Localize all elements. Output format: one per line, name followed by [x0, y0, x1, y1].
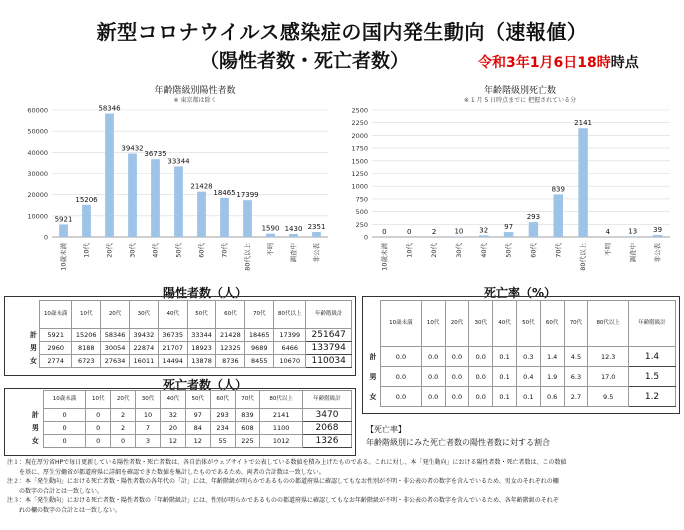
positive-table-total-cell: 110034: [306, 355, 352, 368]
death-table-cell: 84: [185, 422, 210, 435]
positive-ytick-label: 0: [43, 233, 48, 242]
footnote-line: 注１：現在厚労省HPで毎日更新している陽性者数・死亡者数は、各自治体がウェブサイトで公表している数値を積み上げたものである。これに対し、本「発生動向」における陽性者数・死亡者数は、この数値: [7, 459, 567, 466]
mortality-table-cell: 0.1: [516, 387, 540, 407]
death-table-cell: 839: [235, 409, 260, 422]
death-table-header-cell: 70代: [235, 391, 260, 409]
positive-ytick-label: 50000: [27, 127, 48, 136]
positive-category-label: 60代: [197, 243, 206, 258]
death-category-label: 非公表: [653, 243, 662, 263]
death-bar: [504, 232, 513, 237]
positive-data-label: 39432: [121, 144, 144, 153]
death-bar: [578, 128, 587, 237]
mortality-table-title: 死亡率（%）: [483, 286, 557, 300]
death-table-cell: 10: [136, 409, 161, 422]
death-table-corner: [28, 391, 43, 409]
positive-ytick-label: 30000: [27, 170, 48, 178]
positive-category-label: 80代以上: [243, 243, 252, 271]
mortality-table-cell: 0.0: [445, 347, 469, 367]
mortality-table-cell: 0.1: [493, 367, 517, 387]
death-table-header-cell: 60代: [210, 391, 235, 409]
death-table-cell: 608: [235, 422, 260, 435]
death-table-cell: 2141: [260, 409, 303, 422]
death-ytick-label: 0: [363, 233, 368, 242]
positive-table-cell: 36735: [158, 329, 187, 342]
mortality-table-header-cell: 70代: [564, 301, 588, 347]
positive-table-row-label: 計: [30, 331, 38, 339]
mortality-table-header-cell: 30代: [469, 301, 493, 347]
death-data-label: 97: [504, 223, 514, 232]
death-ytick-label: 2000: [351, 131, 368, 140]
positive-table-header-cell: 10代: [72, 301, 101, 329]
positive-table-cell: 9689: [245, 342, 274, 355]
mortality-table-corner: [366, 301, 381, 347]
death-data-label: 839: [551, 185, 565, 194]
mortality-table-header-cell: 10代: [421, 301, 445, 347]
death-bar: [529, 222, 538, 237]
death-table-cell: 0: [86, 422, 111, 435]
death-category-label: 80代以上: [579, 243, 588, 271]
positive-table-cell: 18465: [245, 329, 274, 342]
positive-table-cell: 58346: [101, 329, 130, 342]
death-table: [28, 390, 352, 448]
positive-table-cell: 6723: [72, 355, 101, 368]
positive-data-label: 33344: [167, 157, 190, 166]
mortality-table-cell: 1.4: [540, 347, 564, 367]
mortality-table-cell: 0.0: [421, 387, 445, 407]
death-table-cell: 0: [86, 435, 111, 448]
death-category-label: 60代: [529, 243, 538, 258]
mortality-table-cell: 0.0: [469, 367, 493, 387]
death-data-label: 293: [526, 213, 541, 222]
positive-table-cell: 2960: [40, 342, 72, 355]
death-table-total-cell: 1326: [302, 435, 351, 448]
mortality-table-cell: 0.1: [493, 387, 517, 407]
positive-table-cell: 8188: [72, 342, 101, 355]
positive-table-cell: 30054: [101, 342, 130, 355]
footnote-line: れの欄の数字の合計とは一致しない。: [7, 506, 122, 514]
positive-data-label: 5921: [54, 215, 73, 224]
death-table-header-cell: 10代: [86, 391, 111, 409]
positive-table-cell: 18923: [187, 342, 216, 355]
death-ytick-label: 1000: [351, 182, 368, 191]
positive-category-label: 30代: [128, 243, 137, 258]
mortality-table-total-cell: 1.2: [629, 387, 676, 407]
mortality-table-cell: 0.0: [445, 387, 469, 407]
positive-chart-note: ※ 東京都は除く: [173, 97, 217, 104]
mortality-table-cell: 9.5: [588, 387, 629, 407]
mortality-table-cell: 0.0: [381, 387, 422, 407]
mortality-table-row-label: 女: [369, 392, 377, 401]
mortality-table-row: [366, 387, 676, 407]
positive-data-label: 1430: [284, 224, 303, 233]
death-data-label: 0: [407, 228, 412, 236]
mortality-table-header-cell: 50代: [516, 301, 540, 347]
positive-data-label: 1590: [261, 224, 280, 233]
mortality-table-cell: 0.0: [445, 367, 469, 387]
death-table-row: [28, 435, 352, 448]
death-table-header-cell: 30代: [136, 391, 161, 409]
footnote-line: の数字の合計とは一致しない。: [7, 487, 104, 495]
date-suffix: 時点: [610, 55, 639, 71]
mortality-table-cell: 4.5: [564, 347, 588, 367]
death-table-cell: 0: [111, 435, 136, 448]
positive-category-label: 70代: [220, 243, 229, 258]
death-table-cell: 2: [111, 409, 136, 422]
positive-table-corner: [28, 301, 40, 329]
death-table-row: [28, 422, 352, 435]
positive-table-total-cell: 133794: [306, 342, 352, 355]
death-table-header-cell: 10歳未満: [43, 391, 86, 409]
positive-table-cell: 27634: [101, 355, 130, 368]
positive-table-header-cell: 70代: [245, 301, 274, 329]
death-table-header-cell: 80代以上: [260, 391, 303, 409]
positive-table-cell: 8736: [216, 355, 245, 368]
mortality-note-desc: 年齢階級別にみた死亡者数の陽性者数に対する割合: [366, 438, 550, 447]
positive-data-label: 15206: [75, 195, 98, 204]
death-table-row: [28, 409, 352, 422]
positive-category-label: 50代: [174, 243, 183, 258]
death-ytick-label: 500: [355, 208, 368, 217]
death-bar: [454, 236, 463, 237]
positive-data-label: 21428: [190, 182, 213, 191]
death-table-header-cell: 20代: [111, 391, 136, 409]
positive-table-row: [28, 329, 352, 342]
death-table-title: 死亡者数（人）: [162, 378, 247, 392]
positive-table-header-cell: 10歳未満: [40, 301, 72, 329]
positive-data-label: 17399: [236, 191, 259, 200]
death-table-header-cell: 年齢階級計: [302, 391, 351, 409]
death-table-row-label: 女: [31, 437, 39, 445]
mortality-table-cell: 17.0: [588, 367, 629, 387]
mortality-table-cell: 0.1: [493, 347, 517, 367]
positive-table-title: 陽性者数（人）: [162, 286, 247, 300]
positive-ytick-label: 40000: [27, 148, 48, 157]
death-chart-note: ※ 1 月 5 日時点までに 把握されている分: [463, 97, 577, 104]
death-ytick-label: 750: [355, 195, 368, 204]
positive-table-cell: 5921: [40, 329, 72, 342]
positive-data-label: 18465: [213, 188, 236, 197]
positive-table-cell: 21707: [158, 342, 187, 355]
death-data-label: 2141: [574, 119, 592, 128]
positive-table-header-cell: 80代以上: [274, 301, 306, 329]
positive-table-cell: 39432: [129, 329, 158, 342]
death-table-cell: 55: [210, 435, 235, 448]
death-category-label: 30代: [454, 243, 463, 258]
positive-table-cell: 6466: [274, 342, 306, 355]
mortality-table-cell: 0.6: [540, 387, 564, 407]
mortality-table-cell: 0.3: [516, 347, 540, 367]
mortality-table-header-cell: 10歳未満: [381, 301, 422, 347]
mortality-table-cell: 1.9: [540, 367, 564, 387]
death-table-cell: 0: [43, 409, 86, 422]
positive-table-cell: 17399: [274, 329, 306, 342]
positive-table-cell: 22874: [129, 342, 158, 355]
death-bar: [628, 236, 637, 237]
positive-table-cell: 14494: [158, 355, 187, 368]
death-table-cell: 2: [111, 422, 136, 435]
death-ytick-label: 250: [355, 220, 368, 229]
positive-table-header-cell: 年齢階級計: [306, 301, 352, 329]
mortality-table-cell: 0.0: [469, 347, 493, 367]
positive-category-label: 調査中: [289, 243, 298, 263]
death-data-label: 32: [479, 226, 489, 235]
positive-ytick-label: 20000: [27, 191, 48, 200]
death-data-label: 0: [382, 228, 387, 236]
death-table-cell: 293: [210, 409, 235, 422]
death-data-label: 10: [454, 227, 464, 236]
death-table-cell: 7: [136, 422, 161, 435]
death-table-total-cell: 2068: [302, 422, 351, 435]
mortality-table-header-cell: 20代: [445, 301, 469, 347]
death-table-cell: 12: [185, 435, 210, 448]
death-table-cell: 225: [235, 435, 260, 448]
positive-ytick-label: 10000: [27, 212, 48, 221]
mortality-note-title: 【死亡率】: [366, 425, 406, 434]
death-data-label: 2: [431, 227, 437, 236]
death-table-row-label: 計: [31, 411, 39, 419]
mortality-table-cell: 0.0: [469, 387, 493, 407]
positive-table-cell: 8455: [245, 355, 274, 368]
mortality-table-header-cell: 60代: [540, 301, 564, 347]
mortality-table-cell: 0.0: [421, 347, 445, 367]
death-table-cell: 234: [210, 422, 235, 435]
death-table-cell: 0: [43, 422, 86, 435]
positive-table-header-cell: 40代: [158, 301, 187, 329]
positive-category-label: 非公表: [312, 243, 321, 263]
positive-table-cell: 21428: [216, 329, 245, 342]
death-bar: [554, 194, 563, 237]
positive-table-header-cell: 30代: [129, 301, 158, 329]
mortality-table-row-label: 計: [369, 352, 377, 361]
positive-table-cell: 12325: [216, 342, 245, 355]
death-data-label: 39: [653, 226, 663, 235]
page-subtitle: （陽性者数・死亡者数）: [200, 50, 410, 72]
death-table-cell: 1012: [260, 435, 303, 448]
positive-table-total-cell: 251647: [306, 329, 352, 342]
death-category-label: 不明: [603, 243, 612, 256]
positive-table-cell: 2774: [40, 355, 72, 368]
mortality-table-header-cell: 40代: [493, 301, 517, 347]
positive-table-cell: 10670: [274, 355, 306, 368]
death-ytick-label: 2500: [351, 106, 368, 115]
mortality-table-cell: 12.3: [588, 347, 629, 367]
footnote-line: を基に、厚生労働省が都道府県に詳細を確認できた数値を集計したものであるため、両者の合計数は一致しない。: [7, 468, 325, 476]
positive-ytick-label: 60000: [27, 106, 48, 115]
mortality-table-cell: 0.0: [381, 367, 422, 387]
positive-table-header-cell: 20代: [101, 301, 130, 329]
footnote-line: 注２：本「発生動向」における死亡者数・陽性者数の各年代の「計」には、年齢階級が明らかであるものの都道府県に確認してもなお性別が不明・非公表の者の数字を含んでいるため、男女のそれぞれの欄: [7, 478, 559, 485]
death-table-total-cell: 3470: [302, 409, 351, 422]
positive-chart-title: 年齢階級別陽性者数: [154, 86, 236, 96]
death-category-label: 10代: [405, 243, 414, 258]
mortality-table-cell: 6.3: [564, 367, 588, 387]
positive-table-cell: 13878: [187, 355, 216, 368]
death-table-cell: 20: [160, 422, 185, 435]
positive-table-header-cell: 60代: [216, 301, 245, 329]
mortality-table-cell: 0.0: [381, 347, 422, 367]
death-category-label: 70代: [554, 243, 563, 258]
date-value: 令和3年1月6日18時: [478, 55, 611, 71]
death-data-label: 13: [628, 227, 638, 236]
death-ytick-label: 1750: [351, 144, 368, 153]
death-table-header-cell: 40代: [160, 391, 185, 409]
positive-table-row-label: 女: [30, 357, 38, 365]
positive-category-label: 40代: [151, 243, 160, 258]
positive-category-label: 10代: [82, 243, 91, 258]
death-table-cell: 32: [160, 409, 185, 422]
footnotes: [7, 458, 679, 515]
mortality-table-row-label: 男: [369, 372, 377, 381]
positive-table-row: [28, 355, 352, 368]
positive-table: [28, 300, 352, 368]
death-category-label: 50代: [504, 243, 513, 258]
death-chart-title: 年齢階級別死亡数: [483, 86, 556, 96]
death-data-label: 4: [605, 227, 611, 236]
death-ytick-label: 2250: [351, 119, 368, 128]
mortality-table-cell: 0.4: [516, 367, 540, 387]
page-title: 新型コロナウイルス感染症の国内発生動向（速報値）: [96, 20, 588, 44]
mortality-table-total-cell: 1.4: [629, 347, 676, 367]
positive-category-label: 10歳未満: [59, 243, 68, 271]
positive-category-label: 20代: [105, 243, 114, 258]
death-table-cell: 97: [185, 409, 210, 422]
death-category-label: 調査中: [628, 243, 637, 263]
death-table-cell: 1100: [260, 422, 303, 435]
mortality-table: [366, 300, 676, 407]
death-bar: [653, 235, 662, 237]
mortality-table-row: [366, 367, 676, 387]
death-category-label: 10歳未満: [380, 243, 389, 271]
mortality-table-header-cell: 80代以上: [588, 301, 629, 347]
positive-table-cell: 16011: [129, 355, 158, 368]
death-bar: [479, 235, 488, 237]
positive-table-cell: 15206: [72, 329, 101, 342]
mortality-table-header-cell: 年齢階級計: [629, 301, 676, 347]
positive-table-header-cell: 50代: [187, 301, 216, 329]
footnote-line: 注３：本「発生動向」における死亡者数・陽性者数の「年齢階級計」には、性別が明らかであるものの都道府県に確認してもなお年齢階級が不明・非公表の者の数字を含んでいるため、各年齢階級のそれぞ: [7, 497, 559, 504]
death-table-cell: 0: [43, 435, 86, 448]
positive-category-label: 不明: [266, 243, 275, 256]
mortality-table-total-cell: 1.5: [629, 367, 676, 387]
death-table-row-label: 男: [31, 424, 39, 432]
death-table-cell: 3: [136, 435, 161, 448]
death-table-header-cell: 50代: [185, 391, 210, 409]
positive-table-row-label: 男: [30, 344, 38, 352]
positive-table-row: [28, 342, 352, 355]
mortality-table-cell: 0.0: [421, 367, 445, 387]
death-category-label: 40代: [479, 243, 488, 258]
mortality-table-row: [366, 347, 676, 367]
positive-data-label: 36735: [144, 150, 167, 159]
positive-data-label: 2351: [307, 223, 326, 232]
mortality-table-cell: 2.7: [564, 387, 588, 407]
death-ytick-label: 1250: [351, 170, 368, 178]
positive-data-label: 58346: [98, 104, 121, 113]
positive-table-cell: 33344: [187, 329, 216, 342]
death-table-cell: 12: [160, 435, 185, 448]
death-category-label: 20代: [430, 243, 439, 258]
death-table-cell: 0: [86, 409, 111, 422]
death-ytick-label: 1500: [351, 157, 368, 166]
